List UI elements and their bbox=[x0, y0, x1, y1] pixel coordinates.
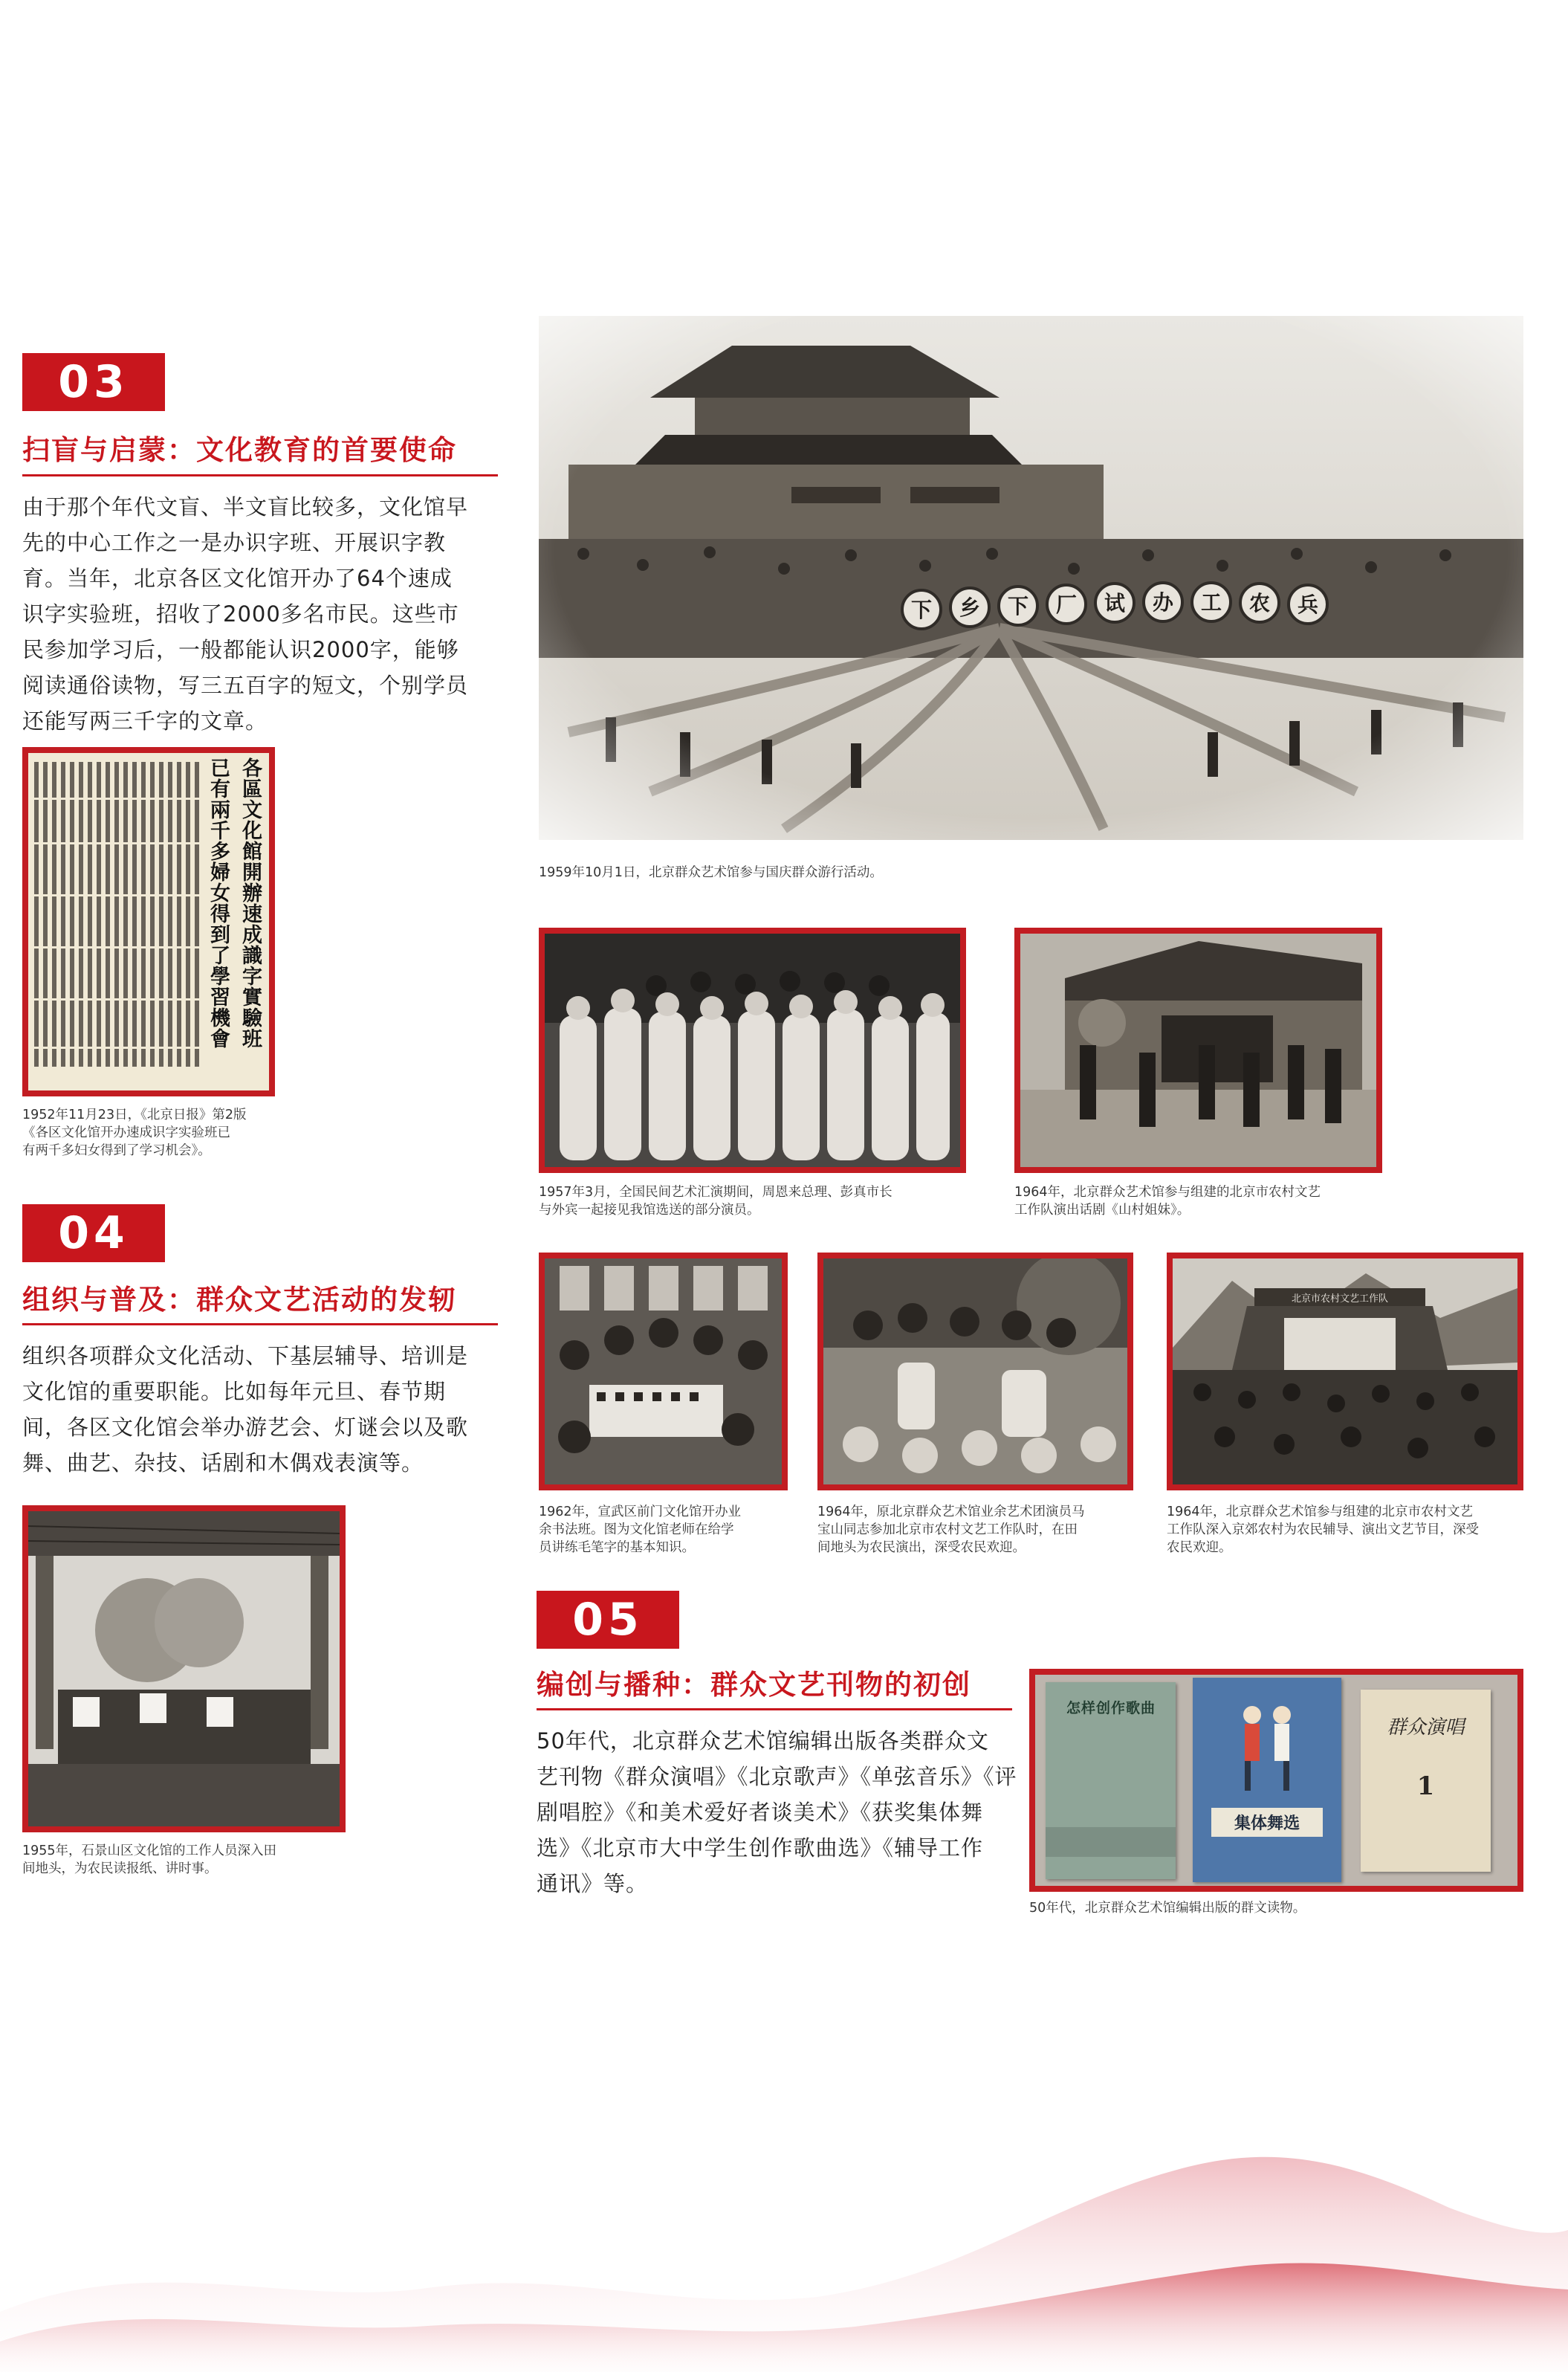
reading-1955-photo bbox=[22, 1505, 346, 1832]
drama-scene bbox=[1020, 934, 1376, 1167]
field-scene bbox=[823, 1258, 1127, 1484]
drama-1964-caption bbox=[1014, 1183, 1401, 1219]
village-1964-caption bbox=[1167, 1503, 1535, 1557]
village-scene bbox=[1173, 1258, 1517, 1484]
caption-line: 1957年3月，全国民间艺术汇演期间，周恩来总理、彭真市长 bbox=[539, 1185, 892, 1200]
section-04-line: 文化馆的重要职能。比如每年元旦、春节期 bbox=[22, 1379, 447, 1404]
section-05-underline bbox=[537, 1708, 1012, 1710]
book-3-title: 群众演唱 bbox=[1387, 1716, 1465, 1739]
caption-line: 50年代，北京群众艺术馆编辑出版的群文读物。 bbox=[1029, 1901, 1306, 1916]
parade-banner-char: 农 bbox=[1248, 591, 1271, 615]
drama-1964-photo bbox=[1014, 928, 1382, 1173]
parade-caption bbox=[539, 864, 1208, 882]
performers-scene bbox=[545, 934, 960, 1167]
newspaper-clipping-photo bbox=[22, 747, 275, 1096]
section-04-underline bbox=[22, 1323, 498, 1325]
parade-banner-char: 下 bbox=[910, 598, 933, 622]
section-04-line: 舞、曲艺、杂技、话剧和木偶戏表演等。 bbox=[22, 1450, 424, 1476]
parade-banner-char: 乡 bbox=[959, 595, 981, 620]
section-03-body bbox=[22, 489, 505, 739]
parade-banner-char: 试 bbox=[1104, 591, 1126, 615]
books-caption bbox=[1029, 1899, 1520, 1917]
section-03-line: 还能写两三千字的文章。 bbox=[22, 708, 268, 734]
book-3-number: 1 bbox=[1416, 1771, 1435, 1801]
book-1-title: 怎样创作歌曲 bbox=[1066, 1700, 1156, 1716]
newspaper-headline bbox=[204, 757, 265, 1085]
parade-banner-char: 兵 bbox=[1297, 592, 1319, 617]
section-03-line: 由于那个年代文盲、半文盲比较多，文化馆早 bbox=[22, 494, 469, 520]
caption-line: 间地头，为农民读报纸、讲时事。 bbox=[22, 1861, 218, 1876]
section-05-line: 选》《北京市大中学生创作歌曲选》《辅导工作 bbox=[537, 1835, 984, 1861]
section-03-badge: 03 bbox=[22, 353, 165, 411]
section-04-line: 间，各区文化馆会举办游艺会、灯谜会以及歌 bbox=[22, 1415, 469, 1440]
caption-line: 1955年，石景山区文化馆的工作人员深入田 bbox=[22, 1843, 277, 1858]
caption-line: 1964年，北京群众艺术馆参与组建的北京市农村文艺 bbox=[1167, 1505, 1474, 1519]
parade-scene bbox=[539, 316, 1523, 840]
parade-banner-char: 下 bbox=[1007, 594, 1029, 618]
calligraphy-1962-photo bbox=[539, 1253, 788, 1490]
caption-line: 1962年，宣武区前门文化馆开办业 bbox=[539, 1505, 742, 1519]
newspaper-headline-line: 各區文化館開辦速成識字實驗班 bbox=[239, 757, 262, 1049]
section-03-line: 育。当年，北京各区文化馆开办了64个速成 bbox=[22, 566, 453, 591]
section-03-line: 识字实验班，招收了2000多名市民。这些市 bbox=[22, 601, 459, 627]
section-03-line: 阅读通俗读物，写三五百字的短文，个别学员 bbox=[22, 673, 469, 698]
section-03-title: 扫盲与启蒙：文化教育的首要使命 bbox=[22, 434, 457, 466]
section-05-title: 编创与播种：群众文艺刊物的初创 bbox=[537, 1669, 971, 1701]
section-05-line: 艺刊物《群众演唱》《北京歌声》《单弦音乐》《评 bbox=[537, 1764, 1017, 1789]
caption-line: 与外宾一起接见我馆选送的部分演员。 bbox=[539, 1203, 760, 1218]
performers-1957-caption bbox=[539, 1183, 985, 1219]
reading-1955-caption bbox=[22, 1842, 349, 1878]
caption-line: 农民欢迎。 bbox=[1167, 1540, 1232, 1555]
caption-line: 员讲练毛笔字的基本知识。 bbox=[539, 1540, 695, 1555]
book-2-title: 集体舞选 bbox=[1211, 1808, 1323, 1837]
calligraphy-1962-caption bbox=[539, 1503, 795, 1557]
reading-scene bbox=[28, 1511, 340, 1826]
parade-banner-char: 工 bbox=[1200, 590, 1222, 615]
section-05-body bbox=[537, 1723, 1020, 1901]
calligraphy-scene bbox=[545, 1258, 782, 1484]
newspaper-caption bbox=[22, 1106, 290, 1160]
section-03-line: 先的中心工作之一是办识字班、开展识字教 bbox=[22, 530, 447, 555]
stage-banner-text: 北京市农村文艺工作队 bbox=[1291, 1293, 1389, 1305]
caption-line: 有两千多妇女得到了学习机会》。 bbox=[22, 1143, 211, 1158]
caption-line: 1959年10月1日，北京群众艺术馆参与国庆群众游行活动。 bbox=[539, 865, 883, 880]
parade-1959-photo bbox=[539, 316, 1523, 840]
book-2 bbox=[1193, 1678, 1341, 1882]
section-04-badge: 04 bbox=[22, 1204, 165, 1262]
section-05-line: 剧唱腔》《和美术爱好者谈美术》《获奖集体舞 bbox=[537, 1800, 984, 1825]
caption-line: 1964年，原北京群众艺术馆业余艺术团演员马 bbox=[817, 1505, 1085, 1519]
section-05-line: 通讯》等。 bbox=[537, 1871, 649, 1896]
caption-line: 工作队演出话剧《山村姐妹》。 bbox=[1014, 1203, 1190, 1218]
book-1 bbox=[1046, 1682, 1176, 1879]
section-04-body bbox=[22, 1338, 505, 1481]
books-photo bbox=[1029, 1669, 1523, 1892]
section-05-badge: 05 bbox=[537, 1591, 679, 1649]
section-04-title: 组织与普及：群众文艺活动的发轫 bbox=[22, 1284, 457, 1316]
field-1964-caption bbox=[817, 1503, 1144, 1557]
caption-line: 余书法班。图为文化馆老师在给学 bbox=[539, 1522, 734, 1537]
parade-banner-char: 办 bbox=[1152, 590, 1174, 615]
section-03-underline bbox=[22, 474, 498, 476]
parade-banner-char: 厂 bbox=[1055, 592, 1078, 617]
performers-1957-photo bbox=[539, 928, 966, 1173]
dancers-illustration bbox=[1222, 1700, 1312, 1797]
newspaper-headline-line: 已有兩千多婦女得到了學習機會 bbox=[207, 757, 230, 1049]
caption-line: 间地头为农民演出，深受农民欢迎。 bbox=[817, 1540, 1026, 1555]
section-05-line: 50年代，北京群众艺术馆编辑出版各类群众文 bbox=[537, 1728, 989, 1754]
book-3 bbox=[1361, 1690, 1491, 1872]
field-1964-photo bbox=[817, 1253, 1133, 1490]
mountain-decoration bbox=[0, 2119, 1568, 2372]
village-1964-photo bbox=[1167, 1253, 1523, 1490]
caption-line: 宝山同志参加北京市农村文艺工作队时，在田 bbox=[817, 1522, 1078, 1537]
section-03-line: 民参加学习后，一般都能认识2000字，能够 bbox=[22, 637, 459, 662]
caption-line: 1964年，北京群众艺术馆参与组建的北京市农村文艺 bbox=[1014, 1185, 1321, 1200]
section-04-line: 组织各项群众文化活动、下基层辅导、培训是 bbox=[22, 1343, 469, 1368]
caption-line: 1952年11月23日，《北京日报》第2版 bbox=[22, 1108, 247, 1122]
caption-line: 工作队深入京郊农村为农民辅导、演出文艺节目，深受 bbox=[1167, 1522, 1479, 1537]
caption-line: 《各区文化馆开办速成识字实验班已 bbox=[22, 1125, 230, 1140]
